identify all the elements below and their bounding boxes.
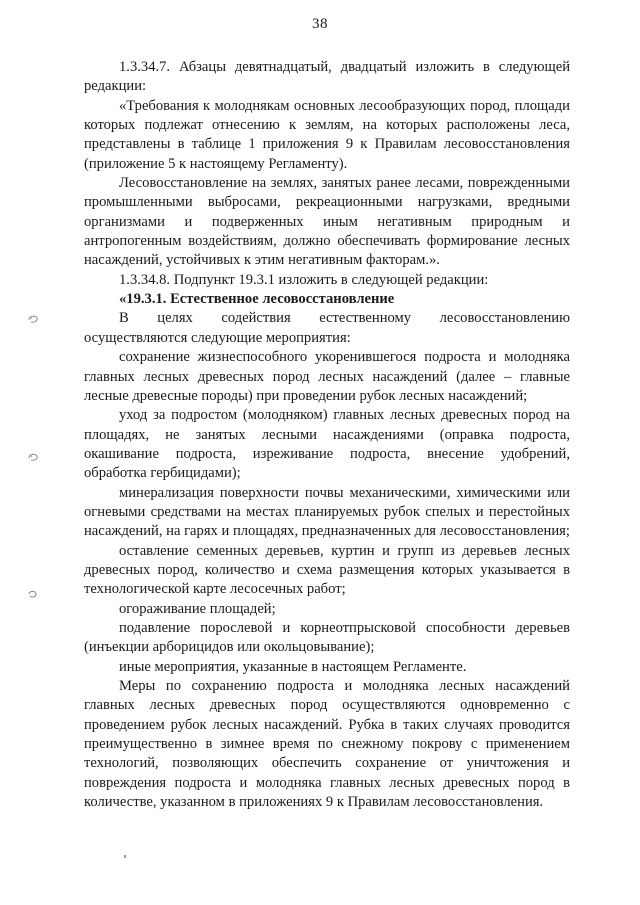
measure-item-5: огораживание площадей; bbox=[119, 600, 276, 617]
measure-item-4: оставление семенных деревьев, куртин и групп из деревьев лесных древесных пород, количество и схема размещения которых указывается в технологической карте лесосечных работ; bbox=[84, 542, 570, 598]
page-number: 38 bbox=[312, 16, 328, 32]
quoted-requirements-paragraph: «Требования к молоднякам основных лесообразующих пород, площади которых подлежат отнесению к землям, на которых расположены леса, представлены в таблице 1 приложения 9 к Правилам лесовосстановления (приложение 5 к настоящему Регламенту). bbox=[84, 97, 570, 172]
document-body bbox=[84, 58, 570, 812]
scan-artifact-dot bbox=[124, 855, 126, 858]
amendment-paragraph-1-3-34-8: 1.3.34.8. Подпункт 19.3.1 изложить в следующей редакции: bbox=[119, 271, 489, 288]
measure-item-1: сохранение жизнеспособного укоренившегося подроста и молодняка главных лесных древесных пород лесных насаждений (далее – главные лесные древесные породы) при проведении рубок лесных насаждений; bbox=[84, 349, 570, 404]
closing-paragraph: Меры по сохранению подроста и молодняка лесных насаждений главных лесных древесных пород осуществляются одновременно с проведением рубок лесных насаждений. Рубка в таких случаях проводится преимущественно в зимнее время по снежному покрову с применением технологий, позволяющих обеспечить сохранение от уничтожения и повреждения подроста и молодняка главных лесных древесных пород в количестве, указанном в приложениях 9 к Правилам лесовосстановления. bbox=[84, 678, 570, 811]
measure-item-3: минерализация поверхности почвы механическими, химическими или огневыми средствами на местах планируемых рубок спелых и перестойных насаждений, на гарях и площадях, предназначенных для лесовосстановления; bbox=[84, 484, 570, 540]
punch-hole-mark-3 bbox=[26, 588, 40, 600]
measures-intro-paragraph: В целях содействия естественному лесовосстановлению осуществляются следующие мероприятия: bbox=[84, 310, 570, 346]
measure-item-7: иные мероприятия, указанные в настоящем Регламенте. bbox=[119, 658, 467, 675]
measure-item-6: подавление порослевой и корнеотпрысковой способности деревьев (инъекции арборицидов или окольцовывание); bbox=[84, 619, 570, 656]
section-heading-19-3-1: «19.3.1. Естественное лесовосстановление bbox=[119, 291, 395, 308]
amendment-paragraph-1-3-34-7: 1.3.34.7. Абзацы девятнадцатый, двадцатый изложить в следующей редакции: bbox=[84, 59, 570, 95]
measure-item-2: уход за подростом (молодняком) главных лесных древесных пород на площадях, не занятых лесными насаждениями (оправка подроста, окашивание подроста, изреживание подроста, внесение удобрений, обработка гербицидами); bbox=[84, 407, 570, 482]
punch-hole-mark-1 bbox=[26, 313, 40, 325]
punch-hole-mark-2 bbox=[26, 451, 40, 463]
quoted-reforestation-paragraph: Лесовосстановление на землях, занятых ранее лесами, поврежденными промышленными выбросами, рекреационными нагрузками, вредными организмами и подверженных иным негативным природным и антропогенным воздействиям, должно обеспечивать формирование лесных насаждений, устойчивых к этим негативным факторам.». bbox=[84, 175, 570, 269]
